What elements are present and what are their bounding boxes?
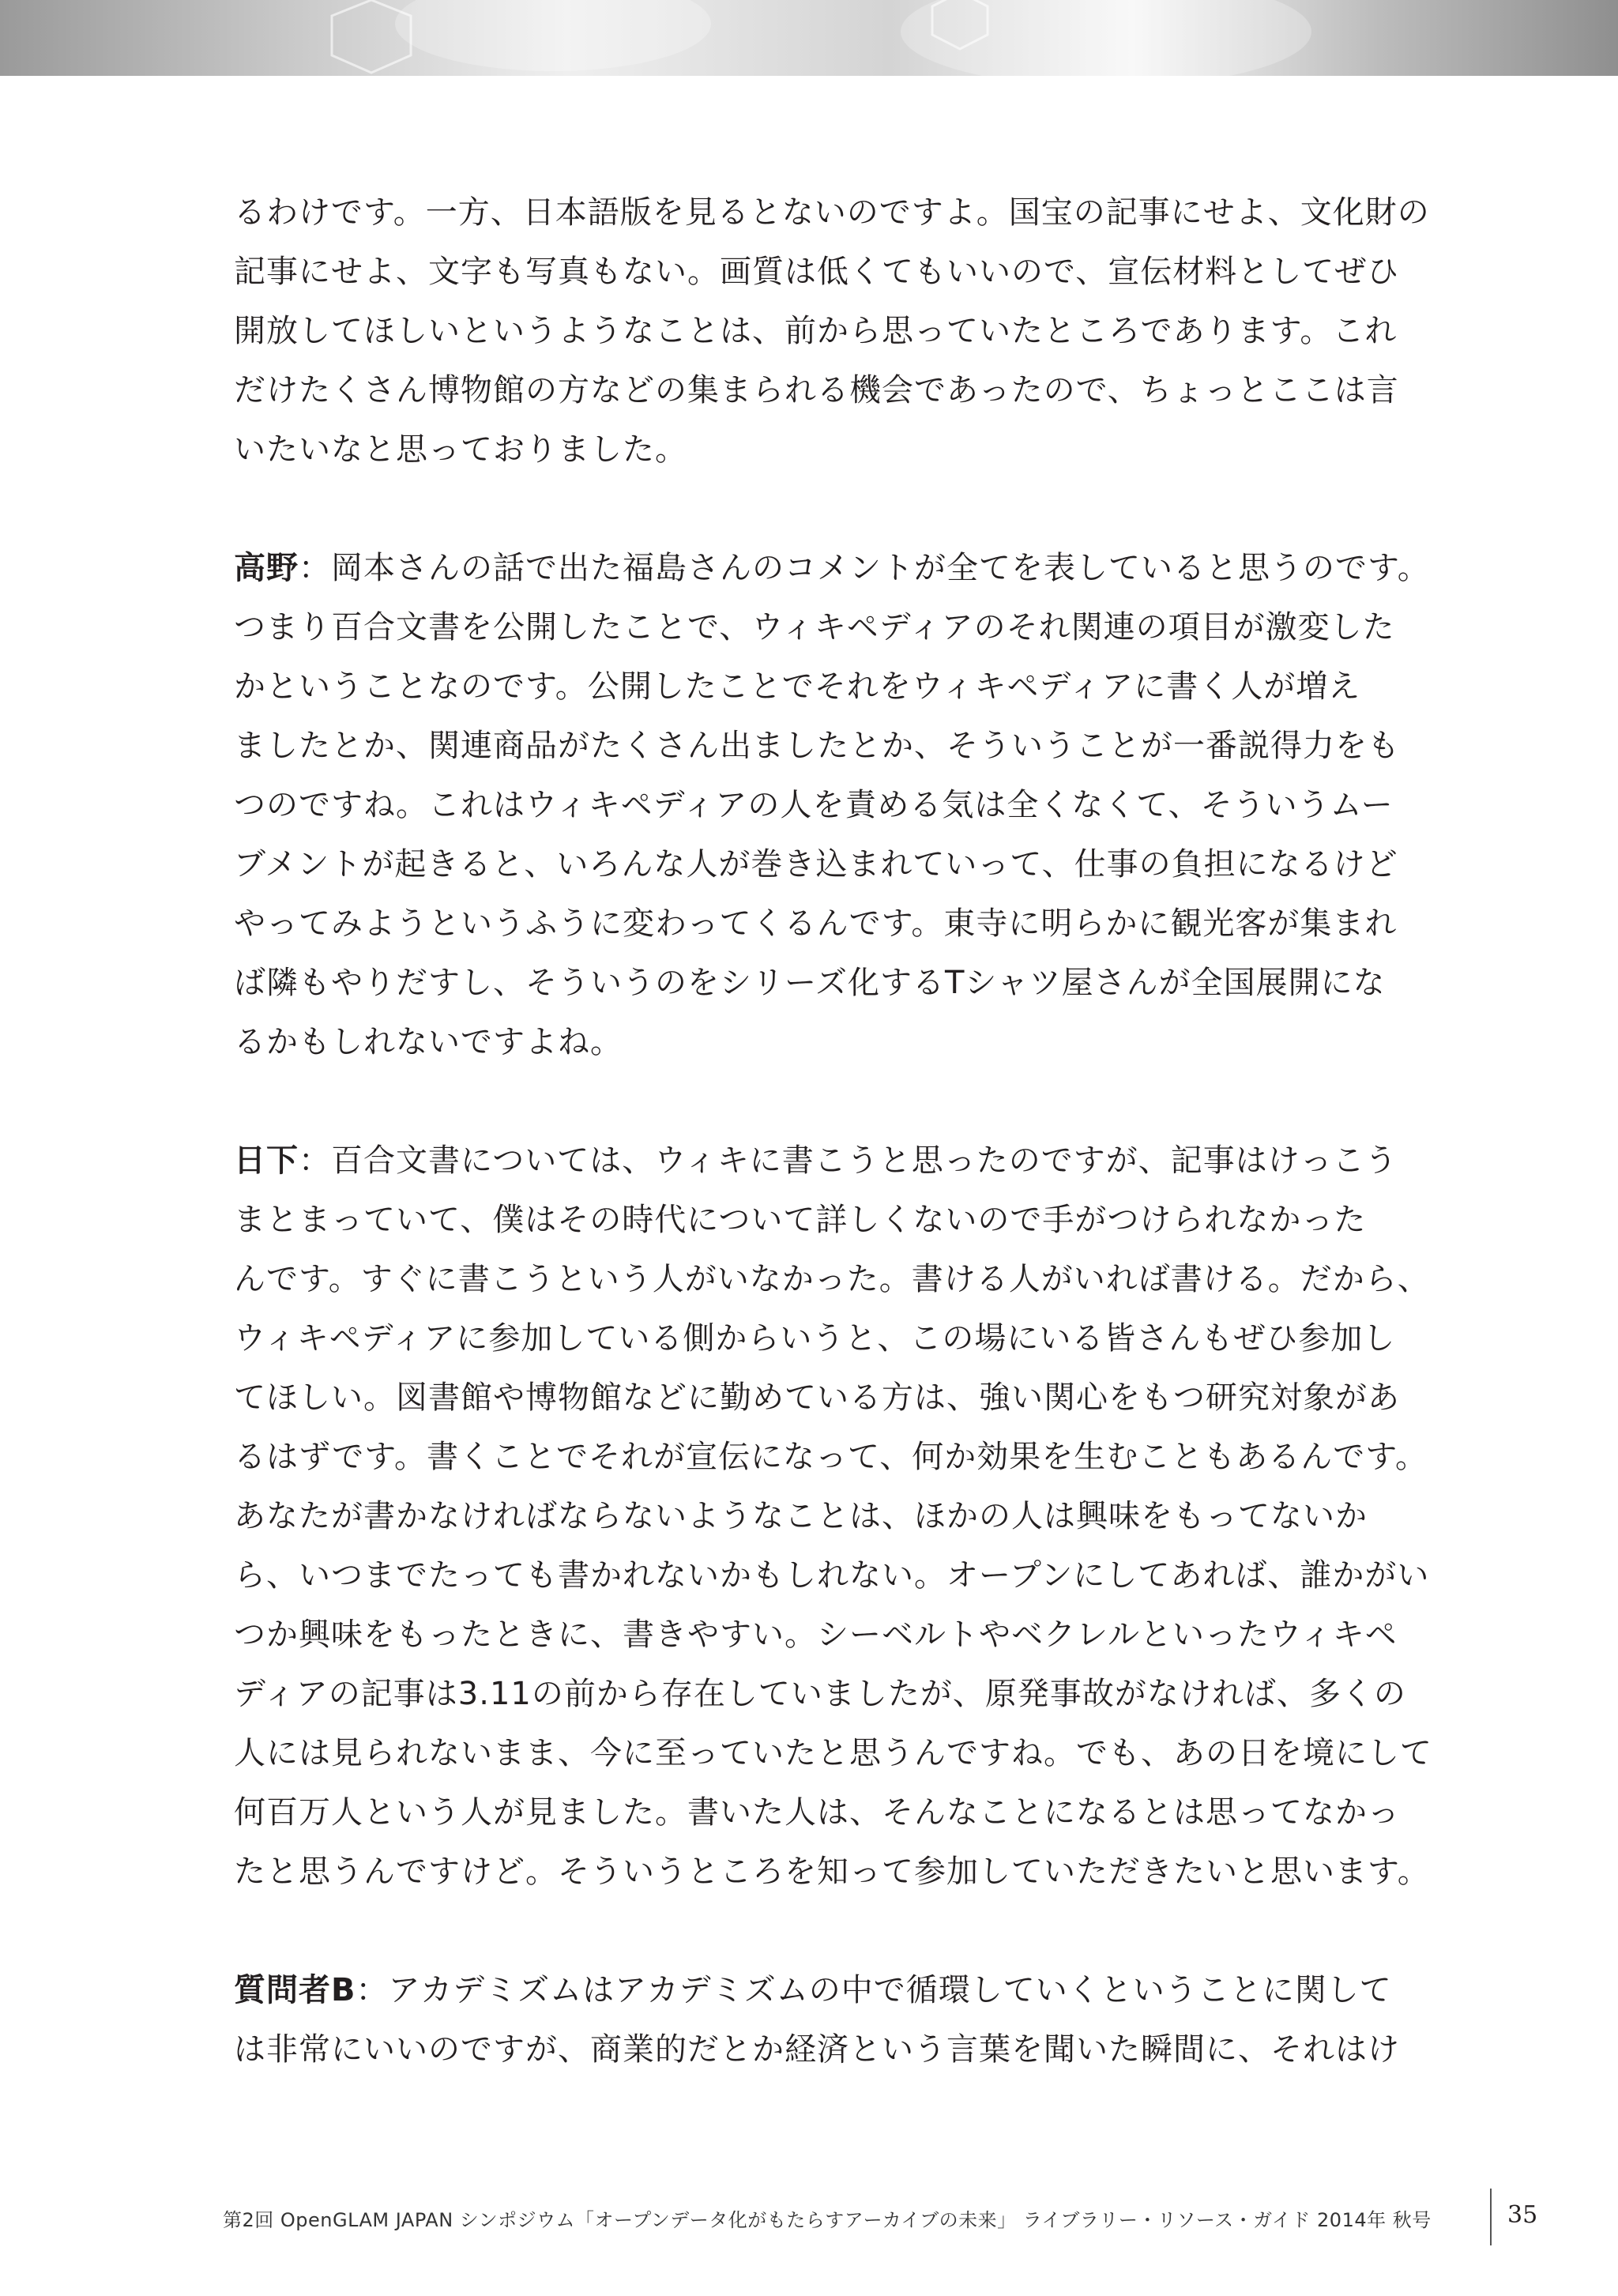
text-line [234, 776, 1435, 835]
footer-caption: 第2回 OpenGLAM JAPAN シンポジウム「オープンデータ化がもたらすアーカイブの未来」 ライブラリー・リソース・ガイド 2014年 秋号 [223, 2209, 1432, 2231]
line-text: たと思うんですけど。そういうところを知って参加していただきたいと思います。 [234, 1854, 1430, 1890]
line-text: ば隣もやりだすし、そういうのをシリーズ化するTシャツ屋さんが全国展開にな [234, 965, 1386, 1001]
line-text: は非常にいいのですが、商業的だとか経済という言葉を聞いた瞬間に、それはけ [234, 2031, 1400, 2068]
speaker-name: 高野 [234, 550, 299, 586]
text-line [234, 1131, 1435, 1191]
text-line [234, 243, 1435, 302]
text-line [234, 1368, 1435, 1428]
speaker-name: 日下 [234, 1142, 299, 1179]
text-line [234, 1546, 1435, 1605]
text-line [234, 1961, 1435, 2020]
text-line [234, 954, 1435, 1013]
line-text: るわけです。一方、日本語版を見るとないのですよ。国宝の記事にせよ、文化財の [234, 194, 1430, 231]
text-line [234, 657, 1435, 717]
text-line [234, 598, 1435, 657]
line-text: るはずです。書くことでそれが宣伝になって、何か効果を生むこともあるんです。 [234, 1439, 1428, 1475]
text-line [234, 1309, 1435, 1368]
text-line [234, 1665, 1435, 1724]
line-text: ：アカデミズムはアカデミズムの中で循環していくということに関して [356, 1972, 1392, 2008]
line-text: ：百合文書については、ウィキに書こうと思ったのですが、記事はけっこう [299, 1142, 1398, 1179]
line-text: あなたが書かなければならないようなことは、ほかの人は興味をもってないか [234, 1498, 1368, 1534]
text-line [234, 1605, 1435, 1665]
line-text: いたいなと思っておりました。 [234, 431, 687, 468]
line-text: 何百万人という人が見ました。書いた人は、そんなことになるとは思ってなかっ [234, 1794, 1400, 1831]
line-text: かということなのです。公開したことでそれをウィキペディアに書く人が増え [234, 668, 1361, 705]
line-text: 人には見られないまま、今に至っていたと思うんですね。でも、あの日を境にして [234, 1735, 1432, 1771]
article-body [234, 183, 1435, 2139]
line-text: ら、いつまでたっても書かれないかもしれない。オープンにしてあれば、誰かがい [234, 1557, 1430, 1594]
text-line [234, 1191, 1435, 1250]
text-line [234, 1428, 1435, 1487]
text-line [234, 1013, 1435, 1072]
line-text: るかもしれないですよね。 [234, 1024, 623, 1060]
text-line [234, 361, 1435, 420]
paragraph [234, 183, 1435, 480]
line-text: 記事にせよ、文字も写真もない。画質は低くてもいいので、宣伝材料としてぜひ [234, 254, 1400, 290]
text-line [234, 894, 1435, 954]
line-text: てほしい。図書館や博物館などに勤めている方は、強い関心をもつ研究対象があ [234, 1379, 1400, 1416]
line-text: ブメントが起きると、いろんな人が巻き込まれていって、仕事の負担になるけど [234, 846, 1398, 883]
text-line [234, 1783, 1435, 1842]
hexagon-pattern-decoration [0, 0, 1618, 76]
text-line [234, 302, 1435, 361]
text-line [234, 717, 1435, 776]
line-text: つのですね。これはウィキペディアの人を責める気は全くなくて、そういうムー [234, 787, 1394, 823]
paragraph [234, 1131, 1435, 1902]
footer-divider [1490, 2189, 1492, 2245]
text-line [234, 420, 1435, 480]
text-line [234, 183, 1435, 243]
line-text: んです。すぐに書こうという人がいなかった。書ける人がいれば書ける。だから、 [234, 1261, 1430, 1297]
text-line [234, 2020, 1435, 2080]
paragraph [234, 1961, 1435, 2080]
text-line [234, 1842, 1435, 1902]
text-line [234, 539, 1435, 598]
text-line [234, 835, 1435, 894]
line-text: 開放してほしいというようなことは、前から思っていたところであります。これ [234, 313, 1398, 349]
line-text: だけたくさん博物館の方などの集まられる機会であったので、ちょっとここは言 [234, 372, 1399, 408]
line-text: やってみようというふうに変わってくるんです。東寺に明らかに観光客が集まれ [234, 905, 1398, 942]
line-text: ディアの記事は3.11の前から存在していましたが、原発事故がなければ、多くの [234, 1676, 1406, 1712]
line-text: ましたとか、関連商品がたくさん出ましたとか、そういうことが一番説得力をも [234, 728, 1400, 764]
text-line [234, 1487, 1435, 1546]
speaker-name: 質問者B [234, 1972, 356, 2008]
line-text: まとまっていて、僕はその時代について詳しくないので手がつけられなかった [234, 1202, 1367, 1238]
paragraph [234, 539, 1435, 1072]
text-line [234, 1724, 1435, 1783]
header-decoration-band [0, 0, 1618, 76]
line-text: つか興味をもったときに、書きやすい。シーベルトやベクレルといったウィキペ [234, 1617, 1398, 1653]
line-text: ウィキペディアに参加している側からいうと、この場にいる皆さんもぜひ参加し [234, 1320, 1396, 1357]
line-text: つまり百合文書を公開したことで、ウィキペディアのそれ関連の項目が激変した [234, 609, 1395, 646]
page-number: 35 [1507, 2201, 1538, 2229]
line-text: ：岡本さんの話で出た福島さんのコメントが全てを表していると思うのです。 [299, 550, 1430, 586]
text-line [234, 1250, 1435, 1309]
